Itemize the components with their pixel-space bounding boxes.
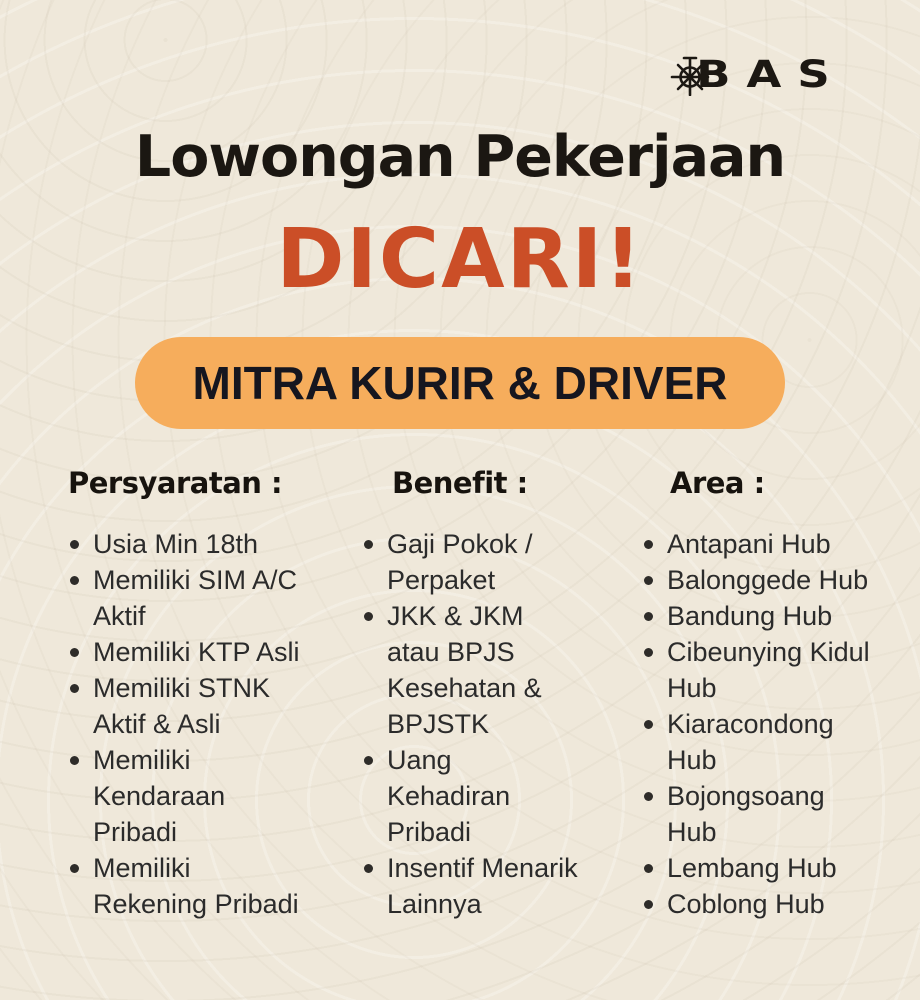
bullet-icon [70, 540, 79, 549]
info-columns [68, 466, 894, 922]
column-benefit [362, 466, 582, 922]
list-item-label: Bojongsoang Hub [667, 781, 825, 847]
brand-logo [670, 52, 851, 96]
list-item-label: Memiliki STNK Aktif & Asli [93, 673, 271, 739]
list-item-label: Kiaracondong Hub [667, 709, 834, 775]
bullet-icon [70, 756, 79, 765]
callout-text: DICARI! [276, 212, 644, 307]
list-item [68, 562, 308, 634]
list-item-label: Memiliki Kendaraan Pribadi [93, 745, 226, 847]
bullet-icon [644, 576, 653, 585]
list-item-label: Memiliki KTP Asli [93, 637, 300, 667]
list-item [642, 634, 877, 706]
page-title: Lowongan Pekerjaan [134, 124, 786, 190]
bullet-icon [644, 540, 653, 549]
column-area [642, 466, 877, 922]
list-item [68, 742, 308, 850]
list-item [642, 778, 877, 850]
list-item-label: Balonggede Hub [667, 565, 869, 595]
bullet-icon [364, 540, 373, 549]
list-item-label: Lembang Hub [667, 853, 837, 883]
benefit-list [362, 526, 582, 922]
list-item [642, 562, 877, 598]
list-item-label: Antapani Hub [667, 529, 831, 559]
list-item [68, 526, 308, 562]
bullet-icon [364, 612, 373, 621]
list-item [362, 526, 582, 598]
bullet-icon [70, 864, 79, 873]
bullet-icon [364, 864, 373, 873]
list-item-label: Memiliki SIM A/C Aktif [93, 565, 298, 631]
bullet-icon [644, 720, 653, 729]
list-item-label: Uang Kehadiran Pribadi [387, 745, 511, 847]
list-item [68, 850, 308, 922]
bullet-icon [644, 792, 653, 801]
list-item-label: Cibeunying Kidul Hub [667, 637, 870, 703]
bullet-icon [70, 648, 79, 657]
bullet-icon [644, 648, 653, 657]
bullet-icon [644, 864, 653, 873]
list-item-label: Coblong Hub [667, 889, 825, 919]
bullet-icon [70, 576, 79, 585]
bullet-icon [70, 684, 79, 693]
list-item [362, 850, 582, 922]
bullet-icon [644, 612, 653, 621]
column-heading-persyaratan: Persyaratan : [68, 466, 283, 500]
brand-name: BAS [695, 52, 846, 96]
list-item [68, 634, 308, 670]
area-list [642, 526, 877, 922]
bullet-icon [644, 900, 653, 909]
list-item-label: Insentif Menarik Lainnya [387, 853, 578, 919]
list-item [642, 886, 877, 922]
list-item [642, 706, 877, 778]
list-item [362, 742, 582, 850]
list-item [68, 670, 308, 742]
list-item [642, 598, 877, 634]
list-item-label: Memiliki Rekening Pribadi [93, 853, 299, 919]
list-item [362, 598, 582, 742]
list-item-label: JKK & JKM atau BPJS Kesehatan & BPJSTK [387, 601, 542, 739]
bullet-icon [364, 756, 373, 765]
column-persyaratan [68, 466, 308, 922]
job-title-badge [135, 337, 785, 429]
persyaratan-list [68, 526, 308, 922]
job-title-label: MITRA KURIR & DRIVER [192, 357, 728, 409]
list-item-label: Usia Min 18th [93, 529, 259, 559]
list-item-label: Bandung Hub [667, 601, 833, 631]
list-item-label: Gaji Pokok / Perpaket [387, 529, 533, 595]
column-heading-area: Area : [670, 466, 765, 500]
list-item [642, 526, 877, 562]
list-item [642, 850, 877, 886]
column-heading-benefit: Benefit : [392, 466, 528, 500]
